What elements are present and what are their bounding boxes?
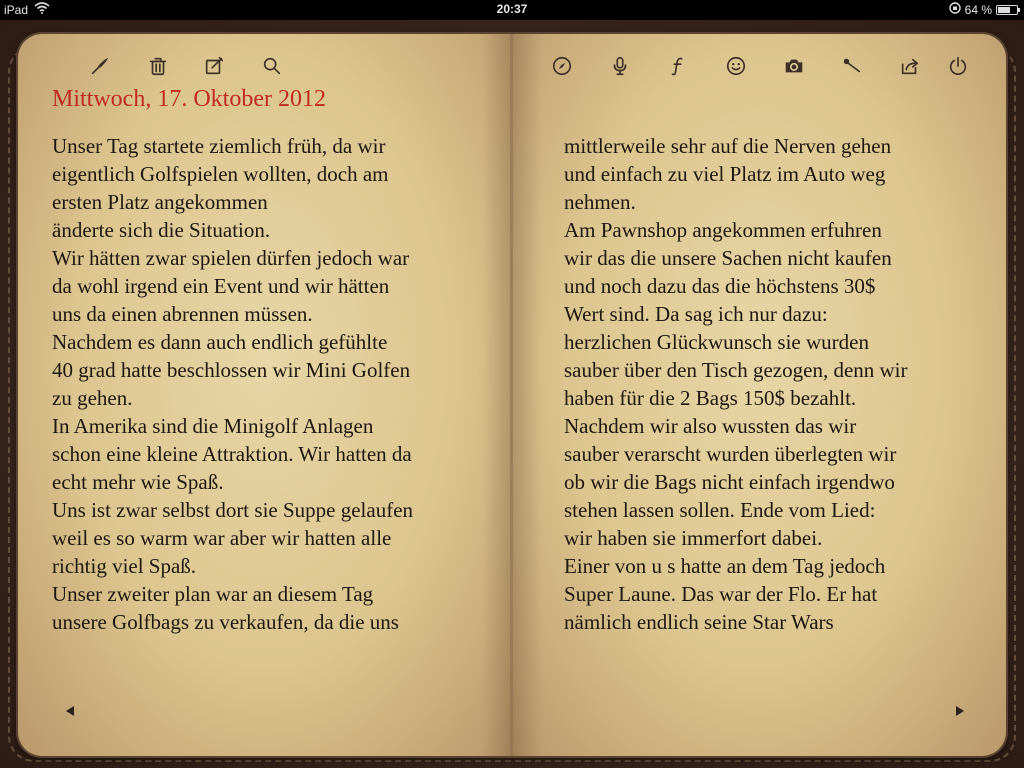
text-line: schon eine kleine Attraktion. Wir hatten da (52, 442, 412, 466)
status-time: 20:37 (496, 2, 528, 16)
diary-book (18, 34, 1006, 756)
next-page-arrow-icon[interactable] (956, 706, 964, 716)
text-line: ersten Platz angekommen (52, 190, 268, 214)
text-line: Nachdem wir also wussten das wir (564, 414, 857, 438)
text-line: uns da einen abrennen müssen. (52, 302, 313, 326)
pin-icon[interactable] (838, 52, 866, 80)
microphone-icon[interactable] (606, 52, 634, 80)
text-line: zu gehen. (52, 386, 133, 410)
status-bar (0, 0, 1024, 20)
text-line: mittlerweile sehr auf die Nerven gehen (564, 134, 892, 158)
search-icon[interactable] (258, 52, 286, 80)
text-line: unsere Golfbags zu verkaufen, da die uns (52, 610, 399, 634)
camera-icon[interactable] (780, 52, 808, 80)
text-line: stehen lassen sollen. Ende vom Lied: (564, 498, 876, 522)
text-line: nehmen. (564, 190, 636, 214)
text-line: und einfach zu viel Platz im Auto weg (564, 162, 886, 186)
entry-date-title[interactable]: Mittwoch, 17. Oktober 2012 (52, 86, 326, 112)
text-line: wir das die unsere Sachen nicht kaufen (564, 246, 892, 270)
compose-icon[interactable] (200, 52, 228, 80)
text-line: da wohl irgend ein Event und wir hätten (52, 274, 390, 298)
quill-icon[interactable] (86, 52, 114, 80)
text-line: haben für die 2 Bags 150$ bezahlt. (564, 386, 857, 410)
text-line: Wir hätten zwar spielen dürfen jedoch war (52, 246, 410, 270)
text-line: Uns ist zwar selbst dort sie Suppe gelaufen (52, 498, 414, 522)
trash-icon[interactable] (144, 52, 172, 80)
power-icon[interactable] (944, 52, 972, 80)
previous-page-arrow-icon[interactable] (66, 706, 74, 716)
text-line: echt mehr wie Spaß. (52, 470, 224, 494)
text-line: Unser zweiter plan war an diesem Tag (52, 582, 374, 606)
compass-icon[interactable] (548, 52, 576, 80)
entry-text-left[interactable] (52, 132, 492, 636)
text-line: weil es so warm war aber wir hatten alle (52, 526, 392, 550)
text-line: Super Laune. Das war der Flo. Er hat (564, 582, 878, 606)
text-line: In Amerika sind die Minigolf Anlagen (52, 414, 374, 438)
smiley-icon[interactable] (722, 52, 750, 80)
text-line: wir haben sie immerfort dabei. (564, 526, 823, 550)
text-line: und noch dazu das die höchstens 30$ (564, 274, 876, 298)
text-line: änderte sich die Situation. (52, 218, 271, 242)
font-icon[interactable] (664, 52, 692, 80)
rotation-lock-icon (949, 2, 961, 17)
text-line: eigentlich Golfspielen wollten, doch am (52, 162, 389, 186)
book-spine (510, 34, 513, 756)
right-page[interactable] (512, 34, 1006, 756)
text-line: sauber verarscht wurden überlegten wir (564, 442, 897, 466)
device-label: iPad (4, 2, 29, 17)
entry-text-right[interactable] (564, 132, 1004, 636)
text-line: herzlichen Glückwunsch sie wurden (564, 330, 869, 354)
text-line: nämlich endlich seine Star Wars (564, 610, 834, 634)
text-line: Nachdem es dann auch endlich gefühlte (52, 330, 388, 354)
status-right (949, 2, 1018, 17)
text-line: 40 grad hatte beschlossen wir Mini Golfen (52, 358, 411, 382)
text-line: richtig viel Spaß. (52, 554, 197, 578)
text-line: ob wir die Bags nicht einfach irgendwo (564, 470, 895, 494)
share-icon[interactable] (896, 52, 924, 80)
battery-fill (998, 7, 1010, 13)
text-line: Unser Tag startete ziemlich früh, da wir (52, 134, 386, 158)
text-line: Wert sind. Da sag ich nur dazu: (564, 302, 828, 326)
battery-percent: 64 % (964, 2, 992, 17)
text-line: Am Pawnshop angekommen erfuhren (564, 218, 882, 242)
battery-icon (996, 5, 1018, 15)
left-page[interactable] (18, 34, 512, 756)
text-line: sauber über den Tisch gezogen, denn wir (564, 358, 908, 382)
text-line: Einer von u s hatte an dem Tag jedoch (564, 554, 886, 578)
